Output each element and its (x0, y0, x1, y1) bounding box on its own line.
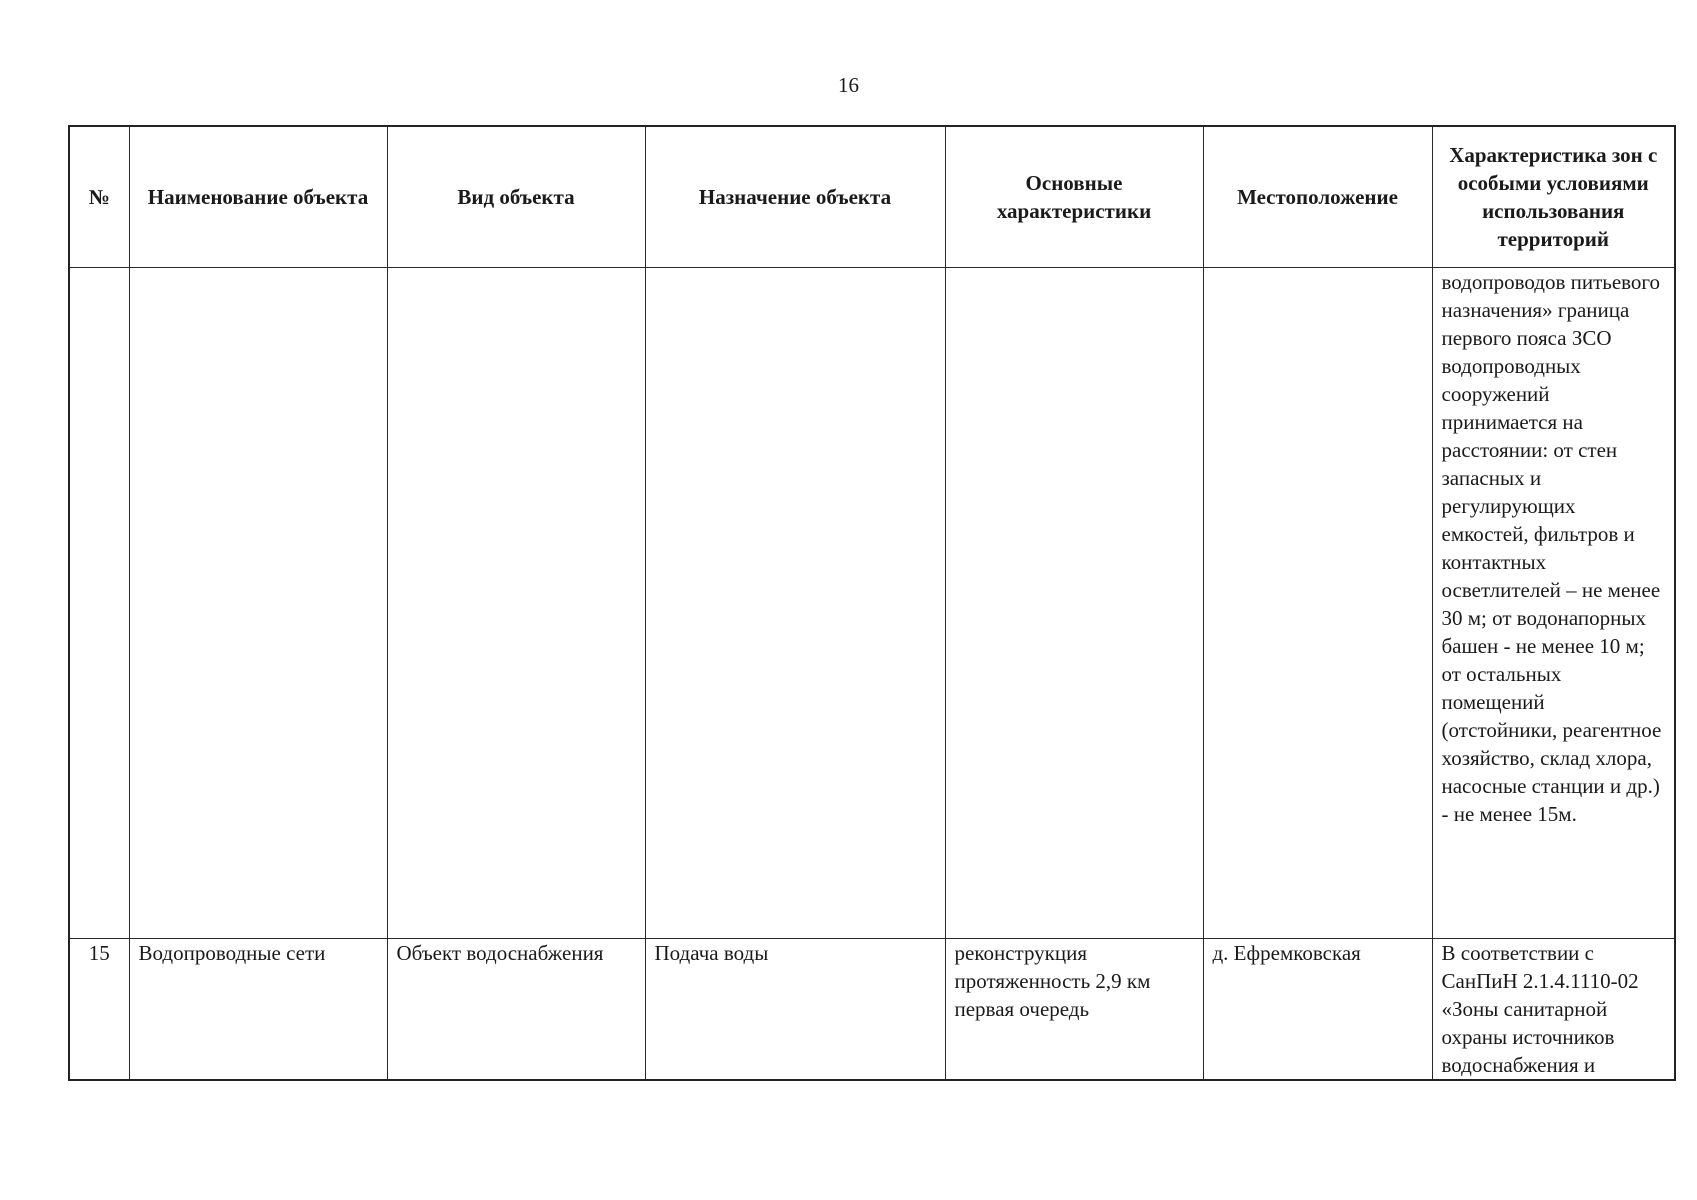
cell-location (1203, 268, 1432, 939)
cell-name (129, 268, 387, 939)
cell-name: Водопроводные сети (129, 939, 387, 1081)
header-location: Местоположение (1203, 126, 1432, 268)
header-characteristics: Основные характеристики (945, 126, 1203, 268)
cell-purpose (645, 268, 945, 939)
header-purpose: Назначение объекта (645, 126, 945, 268)
table-header-row (69, 126, 1675, 268)
header-name: Наименование объекта (129, 126, 387, 268)
cell-type (387, 268, 645, 939)
cell-characteristics (945, 268, 1203, 939)
table-row (69, 268, 1675, 939)
cell-location: д. Ефремковская (1203, 939, 1432, 1081)
objects-table (68, 125, 1676, 1081)
cell-number (69, 268, 129, 939)
cell-zone: В соответствии с СанПиН 2.1.4.1110-02 «Зоны санитарной охраны источников водоснабжения и (1432, 939, 1675, 1081)
page-number: 16 (838, 73, 859, 97)
cell-number: 15 (69, 939, 129, 1081)
cell-zone: водопроводов питьевого назначения» граница первого пояса ЗСО водопроводных сооружений принимается на расстоянии: от стен запасных и регулирующих емкостей, фильтров и контактных осветлителей – не менее 30 м; от водонапорных башен - не менее 10 м; от остальных помещений (отстойники, реагентное хозяйство, склад хлора, насосные станции и др.) - не менее 15м. (1432, 268, 1675, 939)
cell-characteristics: реконструкция протяженность 2,9 км первая очередь (945, 939, 1203, 1081)
cell-purpose: Подача воды (645, 939, 945, 1081)
table-row (69, 939, 1675, 1081)
cell-type: Объект водоснабжения (387, 939, 645, 1081)
header-type: Вид объекта (387, 126, 645, 268)
header-number: № (69, 126, 129, 268)
header-zone: Характеристика зон с особыми условиями использования территорий (1432, 126, 1675, 268)
